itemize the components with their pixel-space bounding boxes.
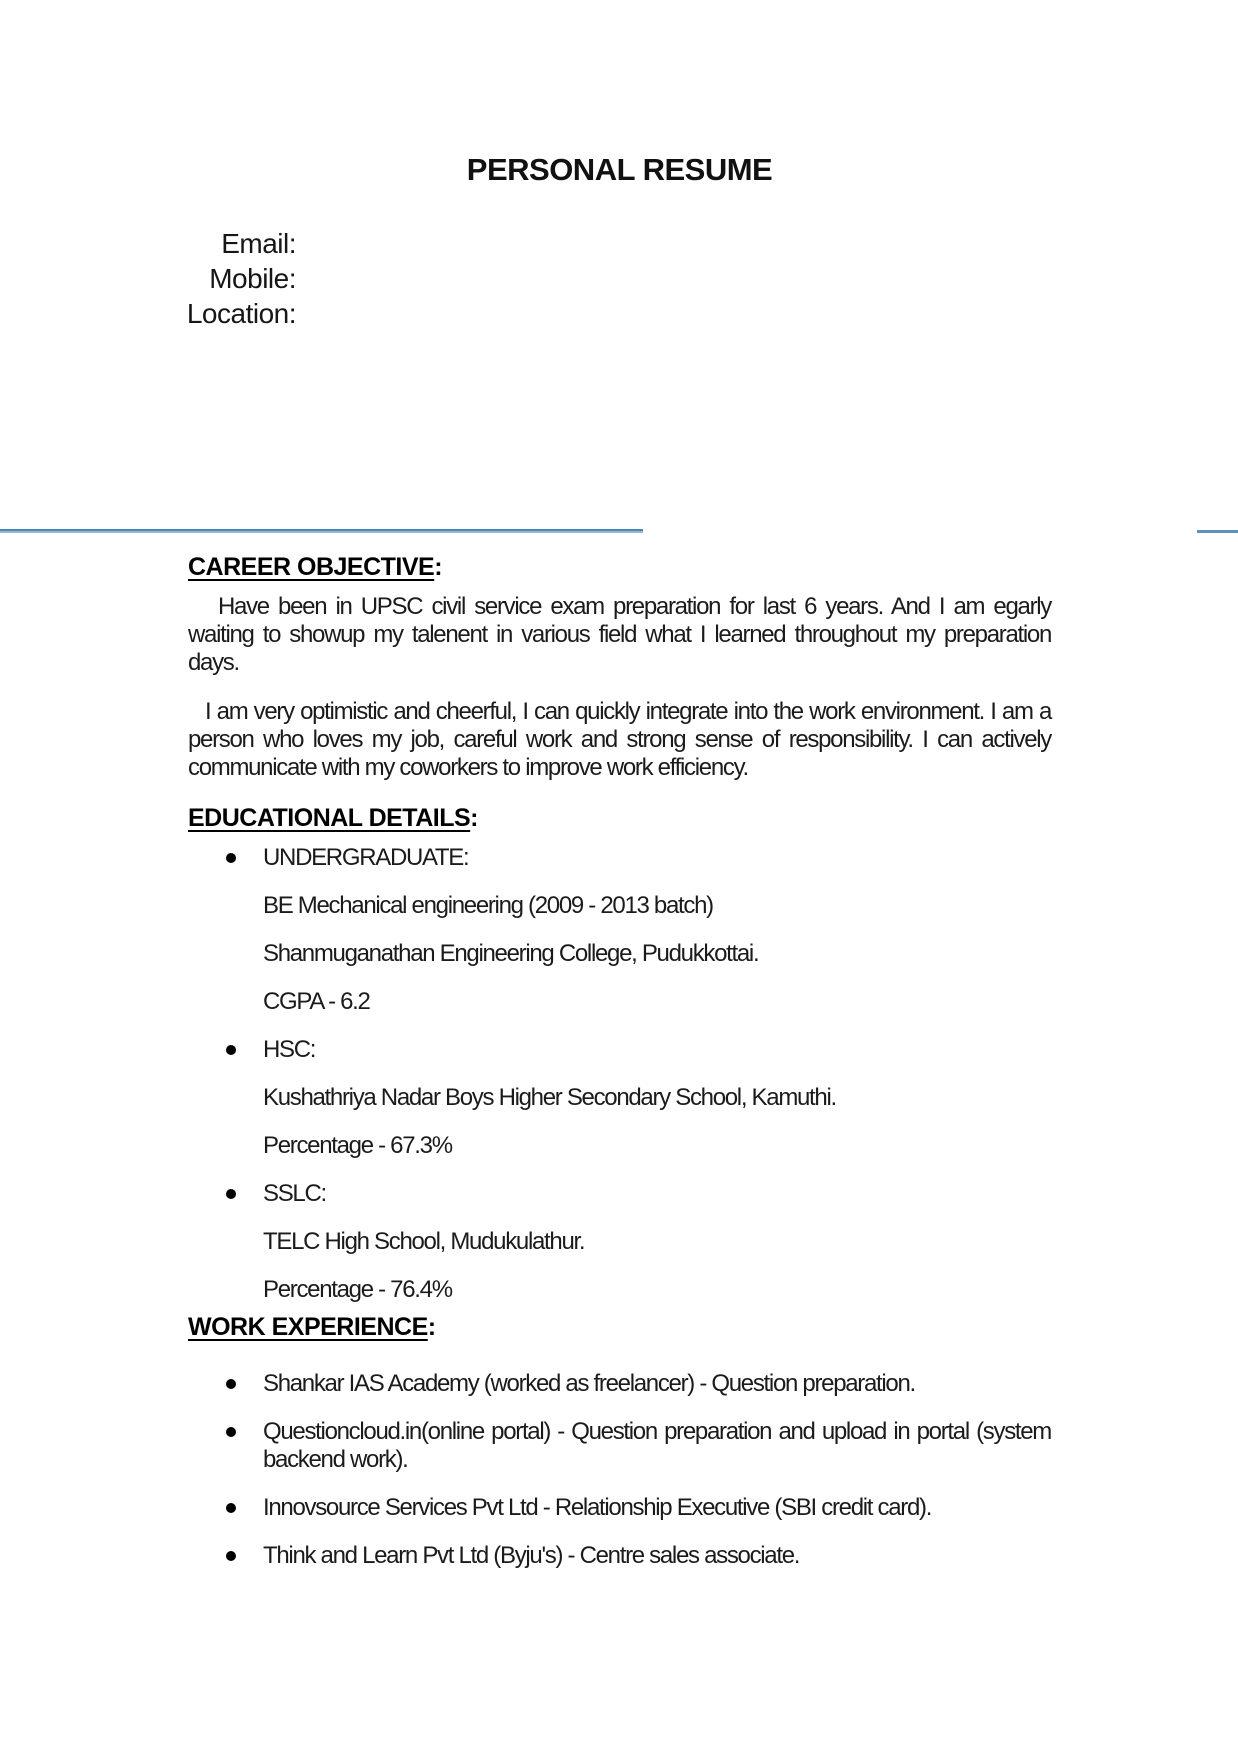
section-heading-colon: : (470, 804, 478, 832)
work-item-text: Questioncloud.in(online portal) - Question preparation and upload in portal (system backend work). (263, 1418, 1051, 1473)
education-list (188, 844, 1051, 1304)
education-item-label: HSC: (263, 1036, 316, 1063)
section-heading-text: EDUCATIONAL DETAILS (188, 804, 471, 832)
education-detail-line: CGPA - 6.2 (263, 988, 370, 1015)
work-experience-item (188, 1418, 1051, 1474)
education-item-heading (188, 1036, 1051, 1064)
education-item-label: UNDERGRADUATE: (263, 844, 469, 871)
divider-line-right (1197, 530, 1238, 533)
education-detail-line: Kushathriya Nadar Boys Higher Secondary School, Kamuthi. (263, 1084, 836, 1111)
resume-content (188, 552, 1051, 1570)
education-detail-line: Shanmuganathan Engineering College, Pudukkottai. (263, 940, 759, 967)
education-detail-line: Percentage - 76.4% (263, 1276, 452, 1303)
bullet-icon (226, 1551, 236, 1561)
section-heading-colon: : (434, 553, 443, 581)
work-experience-item (188, 1542, 1051, 1570)
bullet-icon (226, 1189, 236, 1199)
divider-line-left (0, 529, 643, 533)
section-heading-text: WORK EXPERIENCE (188, 1313, 428, 1341)
education-item-undergraduate (188, 844, 1051, 1016)
contact-label-email: Email: (221, 228, 296, 259)
education-item-heading (188, 1180, 1051, 1208)
work-experience-list (188, 1370, 1051, 1570)
work-item-text: Shankar IAS Academy (worked as freelancer) - Question preparation. (263, 1370, 915, 1397)
bullet-icon (226, 1379, 236, 1389)
education-item-hsc (188, 1036, 1051, 1160)
education-item-sslc (188, 1180, 1051, 1304)
education-item-label: SSLC: (263, 1180, 326, 1207)
bullet-icon (226, 1503, 236, 1513)
work-item-text: Think and Learn Pvt Ltd (Byju's) - Centre sales associate. (263, 1542, 800, 1569)
education-item-heading (188, 844, 1051, 872)
bullet-icon (226, 1045, 236, 1055)
bullet-icon (226, 853, 236, 863)
work-experience-item (188, 1494, 1051, 1522)
section-heading-work-experience (188, 1312, 1051, 1342)
education-detail-line: BE Mechanical engineering (2009 - 2013 batch) (263, 892, 713, 919)
bullet-icon (226, 1427, 236, 1437)
contact-label-mobile: Mobile: (209, 263, 296, 294)
career-paragraph-1: Have been in UPSC civil service exam preparation for last 6 years. And I am egarly waiting to showup my talenent in various field what I learned throughout my preparation days. (188, 593, 1051, 676)
work-item-text: Innovsource Services Pvt Ltd - Relationship Executive (SBI credit card). (263, 1494, 932, 1521)
section-heading-text: CAREER OBJECTIVE (188, 553, 435, 581)
contact-block (168, 226, 296, 331)
contact-label-location: Location: (186, 298, 296, 329)
page-title: PERSONAL RESUME (466, 152, 773, 187)
section-heading-career-objective (188, 552, 1051, 582)
work-experience-item (188, 1370, 1051, 1398)
section-heading-educational-details (188, 803, 1051, 833)
section-heading-colon: : (427, 1313, 436, 1341)
education-detail-line: TELC High School, Mudukulathur. (263, 1228, 585, 1255)
education-detail-line: Percentage - 67.3% (263, 1132, 452, 1159)
career-paragraph-2: I am very optimistic and cheerful, I can quickly integrate into the work environment. I am a person who loves my job, careful work and strong sense of responsibility. I can actively communicate with my coworkers to improve work efficiency. (188, 698, 1051, 781)
